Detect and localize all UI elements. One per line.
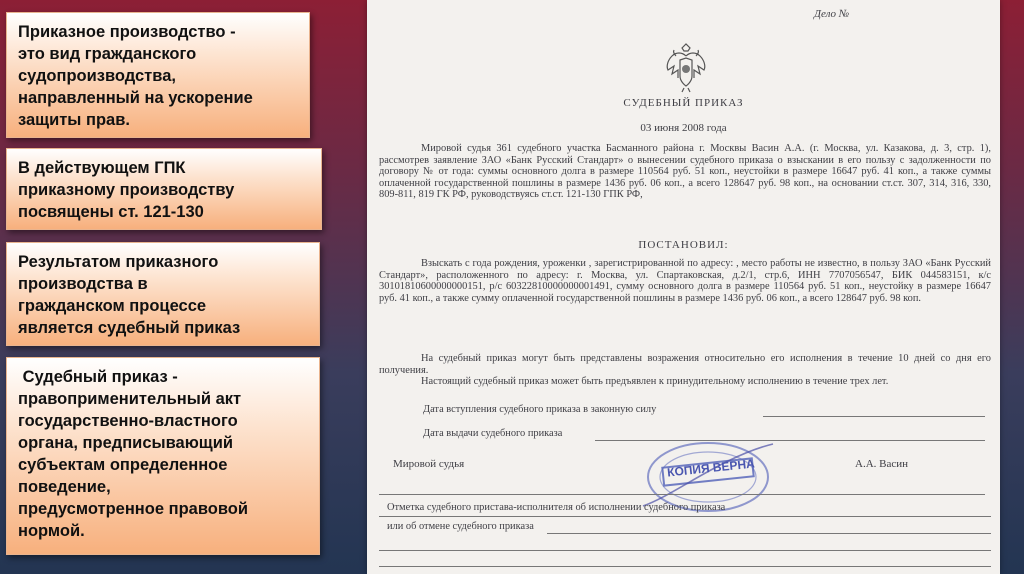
separator-line <box>379 494 985 495</box>
card-line: производства в <box>18 275 148 293</box>
card-line: гражданском процессе <box>18 297 207 315</box>
case-number-label: Дело № <box>814 8 850 20</box>
card-line: предусмотренное правовой <box>18 500 248 518</box>
definition-card <box>6 12 310 138</box>
bailiff-blank-3 <box>379 550 991 551</box>
bailiff-blank-1 <box>379 516 991 517</box>
card-line: является судебный приказ <box>18 319 241 337</box>
card-line: посвящены ст. 121-130 <box>18 203 204 221</box>
paragraph-text: На судебный приказ могут быть представлены возражения относительно его исполнения в течение 10 дней со дня его получения. <box>379 353 991 376</box>
stamp-text: КОПИЯ ВЕРНА <box>666 456 756 480</box>
issue-date-label: Дата выдачи судебного приказа <box>423 428 563 439</box>
card-line: Приказное производство - <box>18 23 236 41</box>
paragraph-text: Настоящий судебный приказ может быть предъявлен к принудительному исполнению в течение трех лет. <box>421 376 889 388</box>
card-line: судопроизводства, <box>18 67 176 85</box>
card-line: нормой. <box>18 522 85 540</box>
judge-label: Мировой судья <box>393 458 465 470</box>
card-line: Результатом приказного <box>18 253 219 271</box>
decision-paragraph <box>379 258 991 304</box>
objection-paragraphs <box>379 353 991 388</box>
judge-name: А.А. Васин <box>855 458 909 470</box>
intro-paragraph <box>379 143 991 201</box>
document-title: СУДЕБНЫЙ ПРИКАЗ <box>623 97 744 109</box>
paragraph-text: Взыскать с года рождения, уроженки , зарегистрированной по адресу: , место работы не известно, в пользу ЗАО «Банк Русский Стандарт», расположенного по адресу: г. Москва, ул. Спартаковская, д.2/1, стр.6, ИНН 7707056547, БИК 044583151, к/с 30101810600000000151, р/с 60322810000000001491, сумму основного долга в размере 110564 руб. 51 коп., неустойку в размере 16647 руб. 41 коп., а также сумму оплаченной государственной пошлины в размере 1436 руб. 06 коп., а всего 128647 руб. 98 коп. <box>379 258 991 304</box>
court-order-definition-card <box>6 357 320 555</box>
paragraph-text: Мировой судья 361 судебного участка Басманного района г. Москвы Васин А.А. (г. Москва, ул. Казакова, д. 3, стр. 1), рассмотрев заявление ЗАО «Банк Русский Стандарт» о вынесении судебного приказа о взыскании в его пользу с задолженности по договору № от года: суммы основного долга в размере 110564 руб. 51 коп., неустойки в размере 16647 руб. 41 коп., а также суммы оплаченной государственной пошлины в размере 1436 руб. 06 коп., а всего 128647 руб. 98 коп., на основании ст.ст. 307, 314, 316, 330, 809-811, 819 ГК РФ, руководствуясь ст.ст. 121-130 ГПК РФ, <box>379 143 991 201</box>
card-line: правоприменительный акт <box>18 390 242 408</box>
card-line: поведение, <box>18 478 111 496</box>
bailiff-blank-2 <box>547 533 991 534</box>
card-line: приказному производству <box>18 181 235 199</box>
card-line: субъектам определенное <box>18 456 228 474</box>
card-line: государственно-властного <box>18 412 238 430</box>
entry-date-label: Дата вступления судебного приказа в законную силу <box>423 404 657 415</box>
result-card <box>6 242 320 346</box>
bailiff-blank-4 <box>379 566 991 567</box>
decided-heading: ПОСТАНОВИЛ: <box>638 239 729 251</box>
left-column <box>0 0 330 574</box>
entry-date-blank <box>763 416 985 417</box>
document-date: 03 июня 2008 года <box>640 122 727 134</box>
card-line: Судебный приказ - <box>18 368 178 386</box>
bailiff-note-line-1: Отметка судебного пристава-исполнителя об исполнении судебного приказа <box>387 502 726 513</box>
card-line: органа, предписывающий <box>18 434 233 452</box>
gpk-articles-card <box>6 148 322 230</box>
double-headed-eagle-icon <box>660 42 712 94</box>
card-line: направленный на ускорение <box>18 89 253 107</box>
court-order-document <box>367 0 1000 574</box>
card-line: В действующем ГПК <box>18 159 186 177</box>
bailiff-note-line-2: или об отмене судебного приказа <box>387 521 534 532</box>
card-line: это вид гражданского <box>18 45 197 63</box>
card-line: защиты прав. <box>18 111 130 129</box>
